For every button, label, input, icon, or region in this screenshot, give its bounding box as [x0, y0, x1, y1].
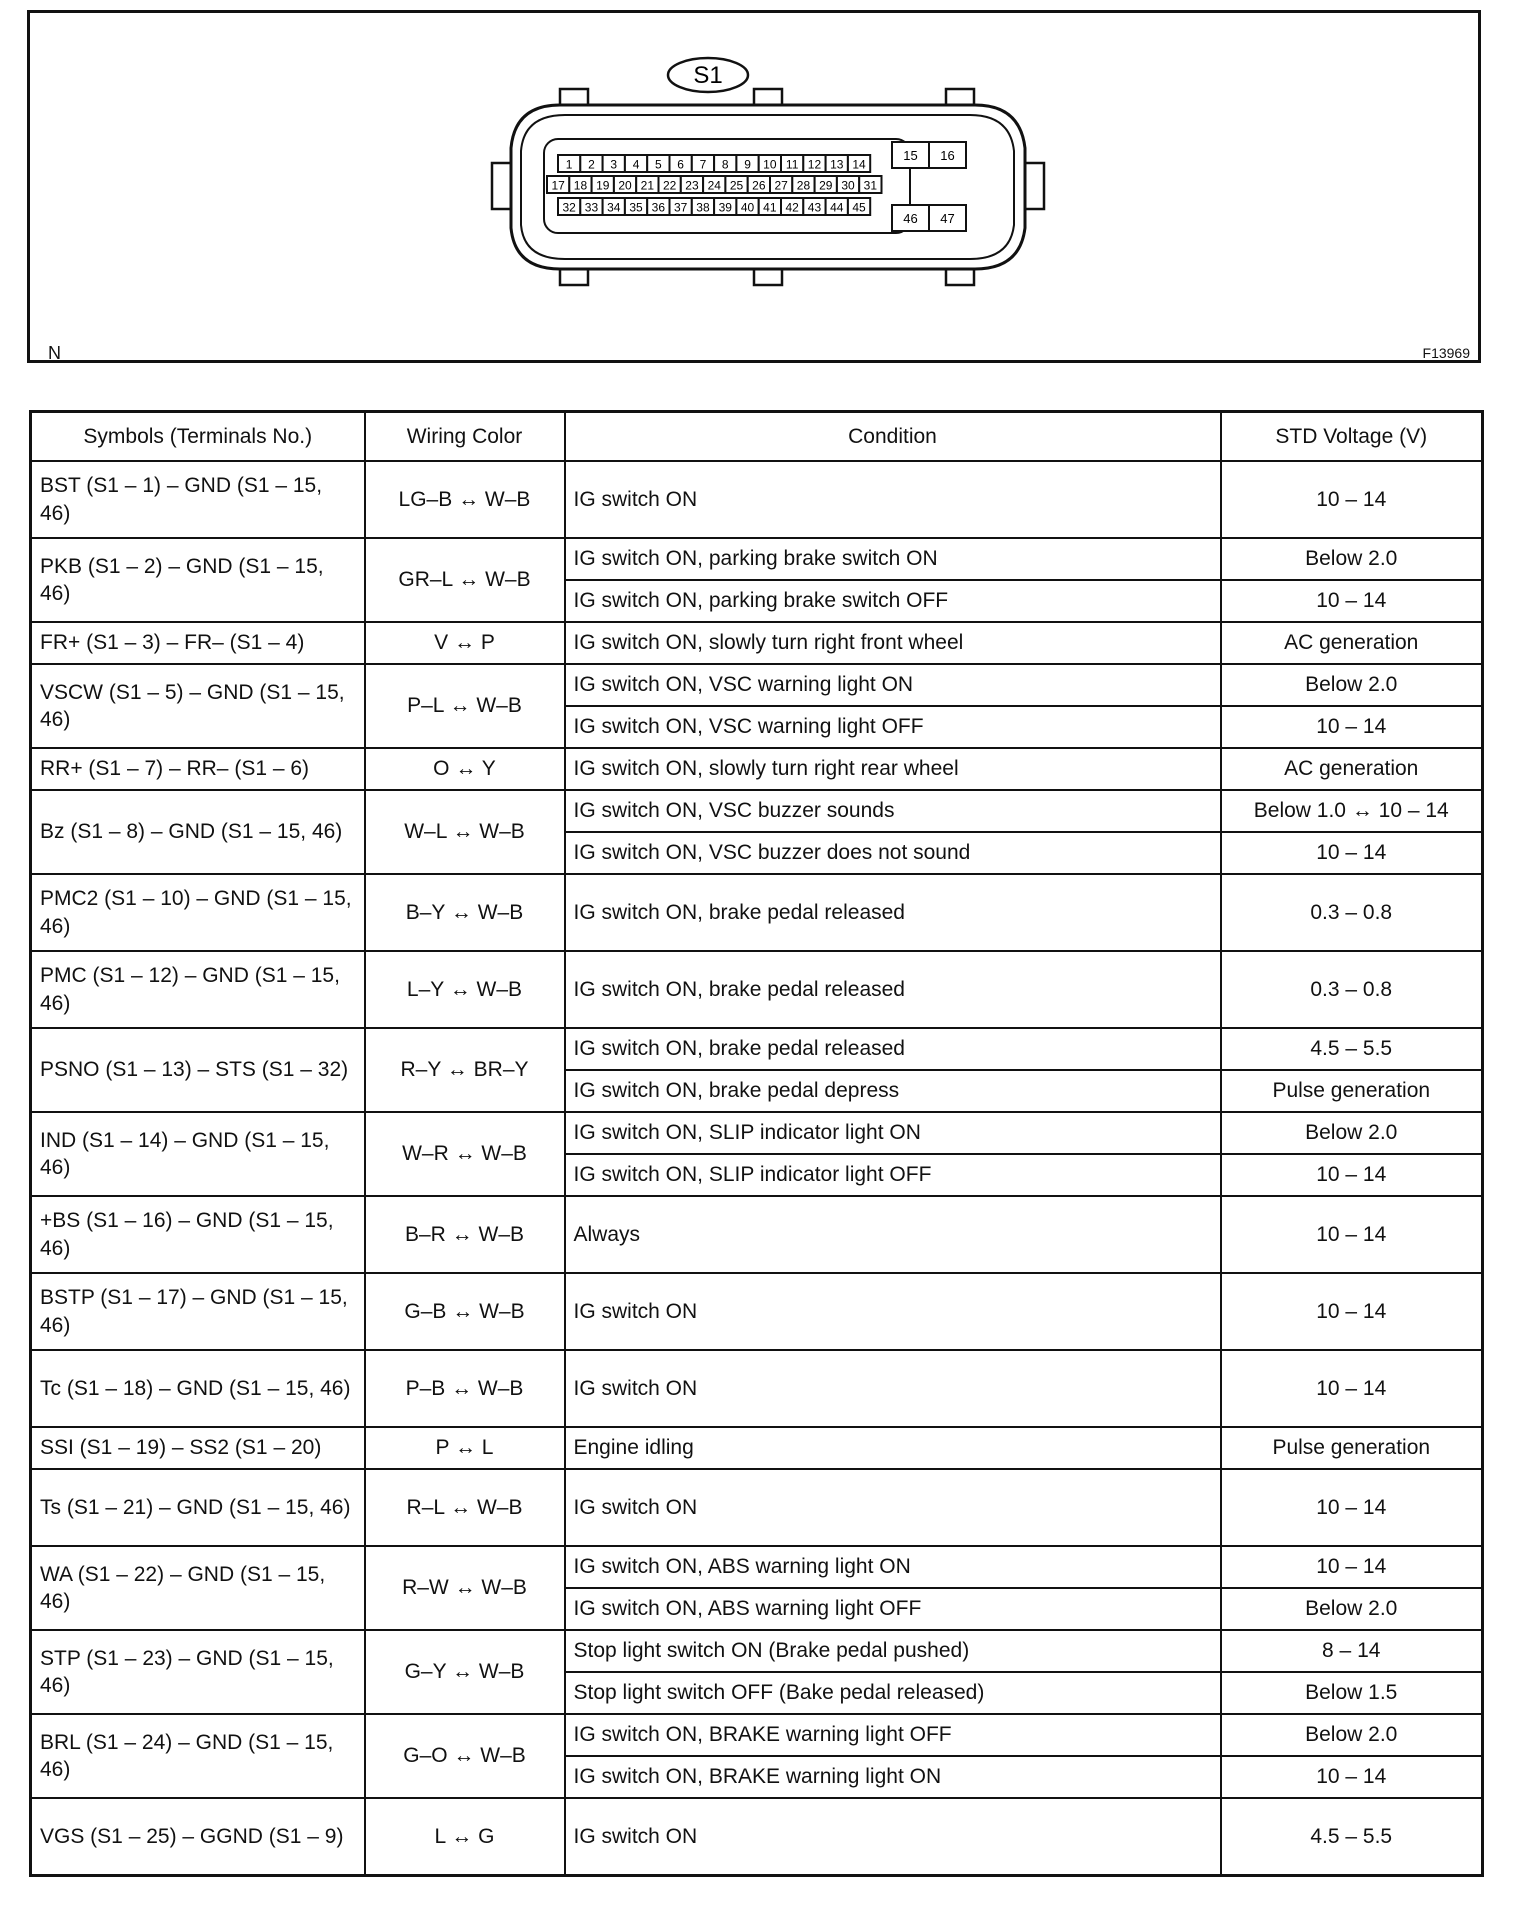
std-voltage-cell: 10 – 14	[1221, 580, 1483, 622]
condition-cell: IG switch ON, VSC warning light OFF	[565, 706, 1221, 748]
std-voltage-cell: 10 – 14	[1221, 1154, 1483, 1196]
table-header-row	[31, 412, 1483, 462]
wiring-color-cell: G–O ↔ W–B	[365, 1714, 565, 1798]
condition-cell: IG switch ON	[565, 461, 1221, 538]
condition-cell: IG switch ON, brake pedal released	[565, 874, 1221, 951]
pin-3-label: 3	[610, 157, 618, 172]
wiring-color-cell: B–R ↔ W–B	[365, 1196, 565, 1273]
symbol-cell: Ts (S1 – 21) – GND (S1 – 15, 46)	[31, 1469, 365, 1546]
pin-38-label: 38	[696, 200, 710, 215]
header-condition: Condition	[565, 412, 1221, 462]
symbol-cell: FR+ (S1 – 3) – FR– (S1 – 4)	[31, 622, 365, 664]
symbol-cell: PKB (S1 – 2) – GND (S1 – 15, 46)	[31, 538, 365, 622]
std-voltage-cell: AC generation	[1221, 622, 1483, 664]
wiring-color-cell: R–Y ↔ BR–Y	[365, 1028, 565, 1112]
pin-6-label: 6	[677, 157, 684, 172]
wiring-color-cell: G–Y ↔ W–B	[365, 1630, 565, 1714]
condition-cell: IG switch ON, BRAKE warning light ON	[565, 1756, 1221, 1798]
connector-figure	[27, 10, 1481, 363]
wiring-color-cell: W–L ↔ W–B	[365, 790, 565, 874]
pin-33-label: 33	[584, 200, 599, 215]
std-voltage-cell: 10 – 14	[1221, 1273, 1483, 1350]
symbol-cell: IND (S1 – 14) – GND (S1 – 15, 46)	[31, 1112, 365, 1196]
table-row	[31, 664, 1483, 706]
pin-47-label: 47	[940, 211, 955, 226]
pin-41-label: 41	[763, 200, 777, 215]
pin-14-label: 14	[852, 157, 866, 172]
std-voltage-cell: 10 – 14	[1221, 461, 1483, 538]
wiring-color-cell: R–W ↔ W–B	[365, 1546, 565, 1630]
pin-12-label: 12	[807, 157, 822, 172]
pin-24-label: 24	[707, 178, 721, 193]
table-row	[31, 538, 1483, 580]
condition-cell: IG switch ON	[565, 1798, 1221, 1876]
pin-43-label: 43	[807, 200, 822, 215]
symbol-cell: PMC2 (S1 – 10) – GND (S1 – 15, 46)	[31, 874, 365, 951]
table-row	[31, 951, 1483, 1028]
symbol-cell: BST (S1 – 1) – GND (S1 – 15, 46)	[31, 461, 365, 538]
wiring-color-cell: P ↔ L	[365, 1427, 565, 1469]
wiring-color-cell: LG–B ↔ W–B	[365, 461, 565, 538]
std-voltage-cell: Below 2.0	[1221, 1714, 1483, 1756]
symbol-cell: PSNO (S1 – 13) – STS (S1 – 32)	[31, 1028, 365, 1112]
pin-35-label: 35	[629, 200, 643, 215]
pin-37-label: 37	[673, 200, 688, 215]
condition-cell: IG switch ON, parking brake switch ON	[565, 538, 1221, 580]
connector-label: S1	[693, 62, 723, 89]
condition-cell: IG switch ON	[565, 1469, 1221, 1546]
pin-40-label: 40	[740, 200, 755, 215]
std-voltage-cell: Below 2.0	[1221, 664, 1483, 706]
condition-cell: IG switch ON	[565, 1350, 1221, 1427]
pin-5-label: 5	[655, 157, 662, 172]
pin-2-label: 2	[588, 157, 595, 172]
std-voltage-cell: 10 – 14	[1221, 832, 1483, 874]
table-row	[31, 1469, 1483, 1546]
wiring-color-cell: P–B ↔ W–B	[365, 1350, 565, 1427]
condition-cell: IG switch ON, SLIP indicator light ON	[565, 1112, 1221, 1154]
condition-cell: IG switch ON, VSC buzzer sounds	[565, 790, 1221, 832]
pin-4-label: 4	[632, 157, 640, 172]
std-voltage-cell: Below 2.0	[1221, 1588, 1483, 1630]
pin-8-label: 8	[721, 157, 729, 172]
condition-cell: IG switch ON, SLIP indicator light OFF	[565, 1154, 1221, 1196]
symbol-cell: Bz (S1 – 8) – GND (S1 – 15, 46)	[31, 790, 365, 874]
condition-cell: IG switch ON, VSC warning light ON	[565, 664, 1221, 706]
std-voltage-cell: 8 – 14	[1221, 1630, 1483, 1672]
condition-cell: IG switch ON, parking brake switch OFF	[565, 580, 1221, 622]
pin-1-label: 1	[565, 157, 573, 172]
wiring-color-cell: V ↔ P	[365, 622, 565, 664]
pin-30-label: 30	[841, 178, 855, 193]
header-symbols: Symbols (Terminals No.)	[31, 412, 365, 462]
pin-32-label: 32	[562, 200, 576, 215]
wiring-color-cell: W–R ↔ W–B	[365, 1112, 565, 1196]
condition-cell: IG switch ON, slowly turn right rear wheel	[565, 748, 1221, 790]
condition-cell: IG switch ON, brake pedal released	[565, 951, 1221, 1028]
pin-46-label: 46	[903, 211, 918, 226]
pin-26-label: 26	[752, 178, 766, 193]
condition-cell: IG switch ON, brake pedal released	[565, 1028, 1221, 1070]
symbol-cell: WA (S1 – 22) – GND (S1 – 15, 46)	[31, 1546, 365, 1630]
wiring-color-cell: GR–L ↔ W–B	[365, 538, 565, 622]
std-voltage-cell: 10 – 14	[1221, 1546, 1483, 1588]
wiring-color-cell: B–Y ↔ W–B	[365, 874, 565, 951]
pin-10-label: 10	[763, 157, 777, 172]
table-row	[31, 1273, 1483, 1350]
table-row	[31, 1798, 1483, 1876]
symbol-cell: Tc (S1 – 18) – GND (S1 – 15, 46)	[31, 1350, 365, 1427]
pin-27-label: 27	[774, 178, 788, 193]
condition-cell: IG switch ON, VSC buzzer does not sound	[565, 832, 1221, 874]
table-row	[31, 874, 1483, 951]
table-row	[31, 1427, 1483, 1469]
wiring-color-cell: R–L ↔ W–B	[365, 1469, 565, 1546]
table-row	[31, 1350, 1483, 1427]
std-voltage-cell: Below 2.0	[1221, 1112, 1483, 1154]
condition-cell: IG switch ON, slowly turn right front wheel	[565, 622, 1221, 664]
table-row	[31, 1112, 1483, 1154]
symbol-cell: VSCW (S1 – 5) – GND (S1 – 15, 46)	[31, 664, 365, 748]
pin-11-label: 11	[785, 157, 799, 172]
std-voltage-cell: 10 – 14	[1221, 1350, 1483, 1427]
table-row	[31, 790, 1483, 832]
table-row	[31, 748, 1483, 790]
pin-36-label: 36	[651, 200, 666, 215]
symbol-cell: VGS (S1 – 25) – GGND (S1 – 9)	[31, 1798, 365, 1876]
table-row	[31, 1028, 1483, 1070]
std-voltage-cell: 10 – 14	[1221, 1756, 1483, 1798]
condition-cell: IG switch ON, ABS warning light OFF	[565, 1588, 1221, 1630]
condition-cell: IG switch ON, brake pedal depress	[565, 1070, 1221, 1112]
connector-diagram	[30, 13, 1478, 360]
figure-code: F13969	[1422, 345, 1470, 361]
pin-13-label: 13	[830, 157, 844, 172]
figure-corner-label: N	[48, 343, 61, 363]
header-wiring-color: Wiring Color	[365, 412, 565, 462]
pin-15-label: 15	[903, 148, 918, 163]
pin-45-label: 45	[852, 200, 866, 215]
pin-21-label: 21	[640, 178, 655, 193]
pin-44-label: 44	[830, 200, 844, 215]
pin-34-label: 34	[607, 200, 621, 215]
wiring-color-cell: L–Y ↔ W–B	[365, 951, 565, 1028]
symbol-cell: SSI (S1 – 19) – SS2 (S1 – 20)	[31, 1427, 365, 1469]
condition-cell: Stop light switch OFF (Bake pedal released)	[565, 1672, 1221, 1714]
pin-17-label: 17	[551, 178, 565, 193]
condition-cell: Always	[565, 1196, 1221, 1273]
pin-42-label: 42	[785, 200, 799, 215]
std-voltage-cell: 0.3 – 0.8	[1221, 951, 1483, 1028]
std-voltage-cell: Pulse generation	[1221, 1427, 1483, 1469]
std-voltage-cell: 0.3 – 0.8	[1221, 874, 1483, 951]
symbol-cell: PMC (S1 – 12) – GND (S1 – 15, 46)	[31, 951, 365, 1028]
symbol-cell: RR+ (S1 – 7) – RR– (S1 – 6)	[31, 748, 365, 790]
symbol-cell: BSTP (S1 – 17) – GND (S1 – 15, 46)	[31, 1273, 365, 1350]
std-voltage-cell: 4.5 – 5.5	[1221, 1028, 1483, 1070]
table-row	[31, 622, 1483, 664]
table-row	[31, 1196, 1483, 1273]
pin-18-label: 18	[573, 178, 588, 193]
std-voltage-cell: 10 – 14	[1221, 706, 1483, 748]
condition-cell: IG switch ON, ABS warning light ON	[565, 1546, 1221, 1588]
terminal-voltage-table	[29, 410, 1484, 1877]
pin-20-label: 20	[618, 178, 632, 193]
pin-19-label: 19	[596, 178, 610, 193]
wiring-color-cell: G–B ↔ W–B	[365, 1273, 565, 1350]
table-row	[31, 1546, 1483, 1588]
header-std-voltage: STD Voltage (V)	[1221, 412, 1483, 462]
std-voltage-cell: Below 1.0 ↔ 10 – 14	[1221, 790, 1483, 832]
std-voltage-cell: AC generation	[1221, 748, 1483, 790]
std-voltage-cell: 10 – 14	[1221, 1469, 1483, 1546]
condition-cell: Engine idling	[565, 1427, 1221, 1469]
wiring-color-cell: L ↔ G	[365, 1798, 565, 1876]
wiring-color-cell: P–L ↔ W–B	[365, 664, 565, 748]
pin-22-label: 22	[662, 178, 677, 193]
condition-cell: IG switch ON, BRAKE warning light OFF	[565, 1714, 1221, 1756]
pin-23-label: 23	[685, 178, 699, 193]
condition-cell: Stop light switch ON (Brake pedal pushed)	[565, 1630, 1221, 1672]
table-row	[31, 461, 1483, 538]
pin-9-label: 9	[744, 157, 751, 172]
std-voltage-cell: Below 1.5	[1221, 1672, 1483, 1714]
pin-31-label: 31	[863, 178, 878, 193]
symbol-cell: +BS (S1 – 16) – GND (S1 – 15, 46)	[31, 1196, 365, 1273]
pin-16-label: 16	[940, 148, 955, 163]
pin-28-label: 28	[796, 178, 811, 193]
std-voltage-cell: 4.5 – 5.5	[1221, 1798, 1483, 1876]
symbol-cell: BRL (S1 – 24) – GND (S1 – 15, 46)	[31, 1714, 365, 1798]
pin-39-label: 39	[718, 200, 732, 215]
symbol-cell: STP (S1 – 23) – GND (S1 – 15, 46)	[31, 1630, 365, 1714]
pin-7-label: 7	[699, 157, 707, 172]
std-voltage-cell: Below 2.0	[1221, 538, 1483, 580]
wiring-color-cell: O ↔ Y	[365, 748, 565, 790]
pin-29-label: 29	[819, 178, 833, 193]
table-row	[31, 1630, 1483, 1672]
pin-25-label: 25	[729, 178, 744, 193]
condition-cell: IG switch ON	[565, 1273, 1221, 1350]
table-row	[31, 1714, 1483, 1756]
std-voltage-cell: 10 – 14	[1221, 1196, 1483, 1273]
std-voltage-cell: Pulse generation	[1221, 1070, 1483, 1112]
